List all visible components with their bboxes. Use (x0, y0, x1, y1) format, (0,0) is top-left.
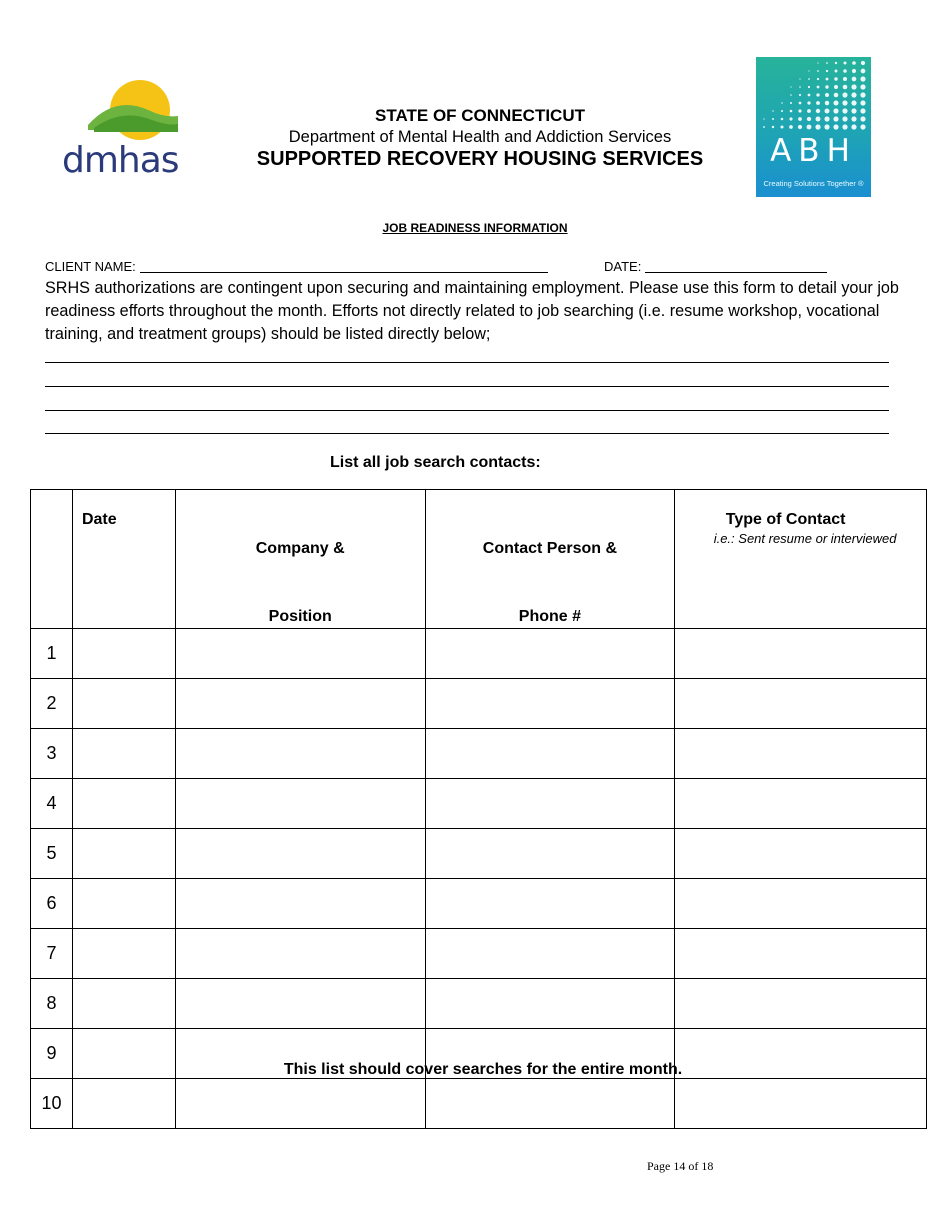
company-position-cell[interactable] (175, 729, 425, 779)
efforts-line-2[interactable] (45, 386, 889, 387)
efforts-line-4[interactable] (45, 433, 889, 434)
footnote: This list should cover searches for the entire month. (283, 1061, 683, 1078)
row-number: 6 (31, 879, 73, 929)
table-row (31, 679, 927, 729)
contact-person-cell[interactable] (425, 829, 675, 879)
client-name-field[interactable] (140, 272, 548, 273)
table-row (31, 779, 927, 829)
type-of-contact-hint: i.e.: Sent resume or interviewed (713, 531, 897, 546)
header-date: Date (72, 490, 175, 629)
type-of-contact-cell[interactable] (675, 929, 927, 979)
company-position-cell[interactable] (175, 779, 425, 829)
header-company-position: Company & Position (175, 490, 425, 629)
list-title: List all job search contacts: (330, 454, 541, 471)
type-of-contact-cell[interactable] (675, 879, 927, 929)
company-position-cell[interactable] (175, 979, 425, 1029)
type-of-contact-cell[interactable] (675, 829, 927, 879)
date-cell[interactable] (72, 979, 175, 1029)
header-department: Department of Mental Health and Addiction Services (288, 128, 672, 146)
instructions-text: SRHS authorizations are contingent upon securing and maintaining employment. Please use this form to detail your job readiness efforts throughout the month. Efforts not directly related to job searching (i.e. resume workshop, vocational training, and treatment groups) should be listed directly below; (45, 279, 899, 343)
company-position-cell[interactable] (175, 1079, 425, 1129)
abh-dot-pattern-icon (756, 57, 871, 137)
table-row (31, 1079, 927, 1129)
abh-logo-text: ABH (770, 133, 857, 169)
date-cell[interactable] (72, 779, 175, 829)
date-label: DATE: (604, 259, 642, 274)
row-number: 3 (31, 729, 73, 779)
row-number: 9 (31, 1029, 73, 1079)
table-row (31, 979, 927, 1029)
client-name-label: CLIENT NAME: (45, 259, 136, 274)
type-of-contact-cell[interactable] (675, 1079, 927, 1129)
type-of-contact-cell[interactable] (675, 779, 927, 829)
row-number: 2 (31, 679, 73, 729)
table-row (31, 829, 927, 879)
table-row (31, 629, 927, 679)
dmhas-sun-icon (60, 70, 185, 180)
date-cell[interactable] (72, 629, 175, 679)
row-number: 1 (31, 629, 73, 679)
company-position-cell[interactable] (175, 679, 425, 729)
company-position-cell[interactable] (175, 629, 425, 679)
contact-person-cell[interactable] (425, 629, 675, 679)
row-number: 10 (31, 1079, 73, 1129)
date-cell[interactable] (72, 679, 175, 729)
header-program: SUPPORTED RECOVERY HOUSING SERVICES (256, 148, 704, 170)
date-field[interactable] (645, 272, 827, 273)
type-of-contact-cell[interactable] (675, 679, 927, 729)
date-cell[interactable] (72, 1079, 175, 1129)
row-number: 4 (31, 779, 73, 829)
type-of-contact-cell[interactable] (675, 979, 927, 1029)
abh-tagline: Creating Solutions Together ® (763, 179, 864, 188)
efforts-line-1[interactable] (45, 362, 889, 363)
efforts-line-3[interactable] (45, 410, 889, 411)
section-title: JOB READINESS INFORMATION (382, 221, 568, 235)
table-header-row (31, 490, 927, 629)
job-contacts-table (30, 489, 927, 1129)
dmhas-logo (60, 70, 185, 180)
company-position-cell[interactable] (175, 929, 425, 979)
type-of-contact-cell[interactable] (675, 729, 927, 779)
contact-person-cell[interactable] (425, 1079, 675, 1129)
contact-person-cell[interactable] (425, 679, 675, 729)
date-cell[interactable] (72, 729, 175, 779)
row-number: 8 (31, 979, 73, 1029)
table-row (31, 729, 927, 779)
type-of-contact-cell[interactable] (675, 629, 927, 679)
svg-text:dmhas: dmhas (62, 140, 179, 180)
row-number: 7 (31, 929, 73, 979)
company-position-cell[interactable] (175, 879, 425, 929)
date-cell[interactable] (72, 929, 175, 979)
page-number: Page 14 of 18 (647, 1159, 714, 1173)
contact-person-cell[interactable] (425, 729, 675, 779)
date-cell[interactable] (72, 829, 175, 879)
contact-person-cell[interactable] (425, 929, 675, 979)
header-state: STATE OF CONNECTICUT (375, 106, 585, 125)
header-number-cell (31, 490, 73, 629)
contact-person-cell[interactable] (425, 979, 675, 1029)
header-type-of-contact: Type of Contact i.e.: Sent resume or interviewed (675, 490, 927, 629)
contact-person-cell[interactable] (425, 779, 675, 829)
abh-logo (756, 57, 871, 197)
header-contact-person: Contact Person & Phone # (425, 490, 675, 629)
table-row (31, 879, 927, 929)
company-position-cell[interactable] (175, 829, 425, 879)
date-cell[interactable] (72, 879, 175, 929)
table-row (31, 929, 927, 979)
row-number: 5 (31, 829, 73, 879)
contact-person-cell[interactable] (425, 879, 675, 929)
